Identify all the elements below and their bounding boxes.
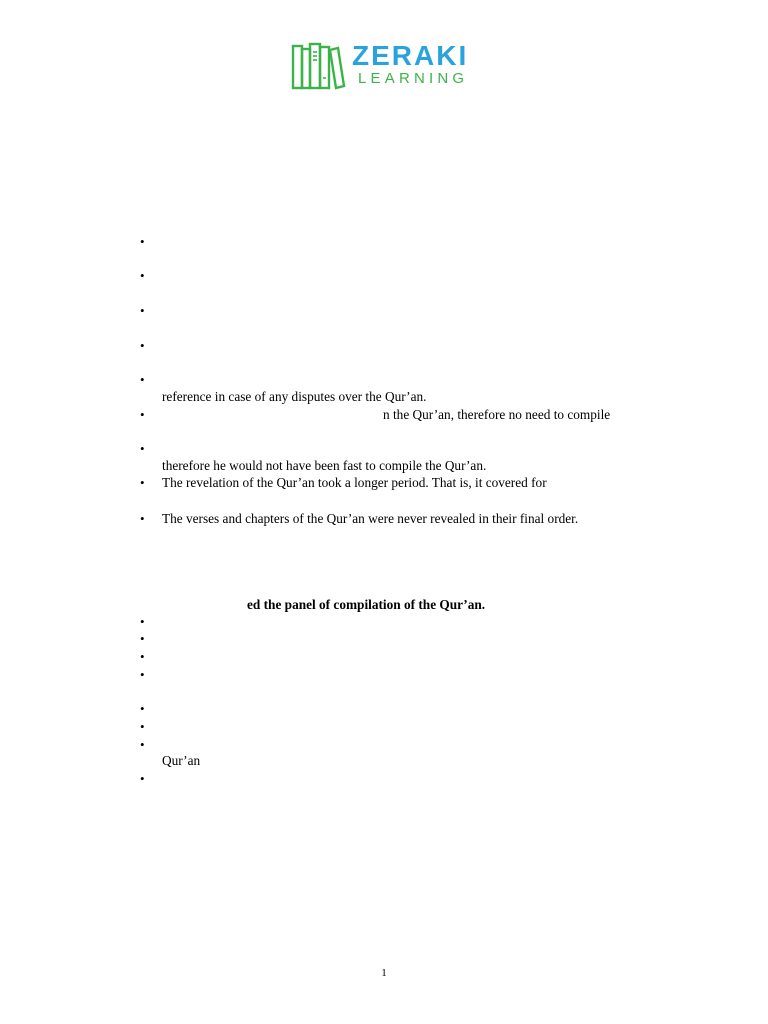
bullet-marker: • [140,268,145,283]
list-item-text: therefore he would not have been fast to compile the Qur’an. [162,458,487,473]
list-item-text: The verses and chapters of the Qur’an were never revealed in their final order. [162,511,579,526]
bullet-marker: • [140,234,145,249]
books-icon [290,40,348,92]
list-item-text: The revelation of the Qur’an took a longer period. That is, it covered for [162,475,547,490]
brand-subtitle: LEARNING [358,70,469,87]
bullet-marker: • [140,631,145,646]
brand-name: ZERAKI [352,40,469,71]
bullet-marker: • [140,667,145,682]
bullet-marker: • [140,407,145,422]
bullet-marker: • [140,701,145,716]
list-item-text: reference in case of any disputes over the Qur’an. [162,389,427,404]
list-item-text: Qur’an [162,753,201,768]
bullet-marker: • [140,649,145,664]
bullet-marker: • [140,511,145,526]
bullet-marker: • [140,771,145,786]
bullet-marker: • [140,441,145,456]
bullet-marker: • [140,475,145,490]
list-item-text: n the Qur’an, therefore no need to compile [383,407,611,422]
bullet-marker: • [140,372,145,387]
bullet-marker: • [140,338,145,353]
bullet-marker: • [140,719,145,734]
bullet-marker: • [140,737,145,752]
zeraki-learning-logo [290,40,490,92]
bullet-marker: • [140,614,145,629]
section-heading: ed the panel of compilation of the Qur’an. [247,597,486,612]
page-number: 1 [381,967,387,979]
bullet-marker: • [140,303,145,318]
